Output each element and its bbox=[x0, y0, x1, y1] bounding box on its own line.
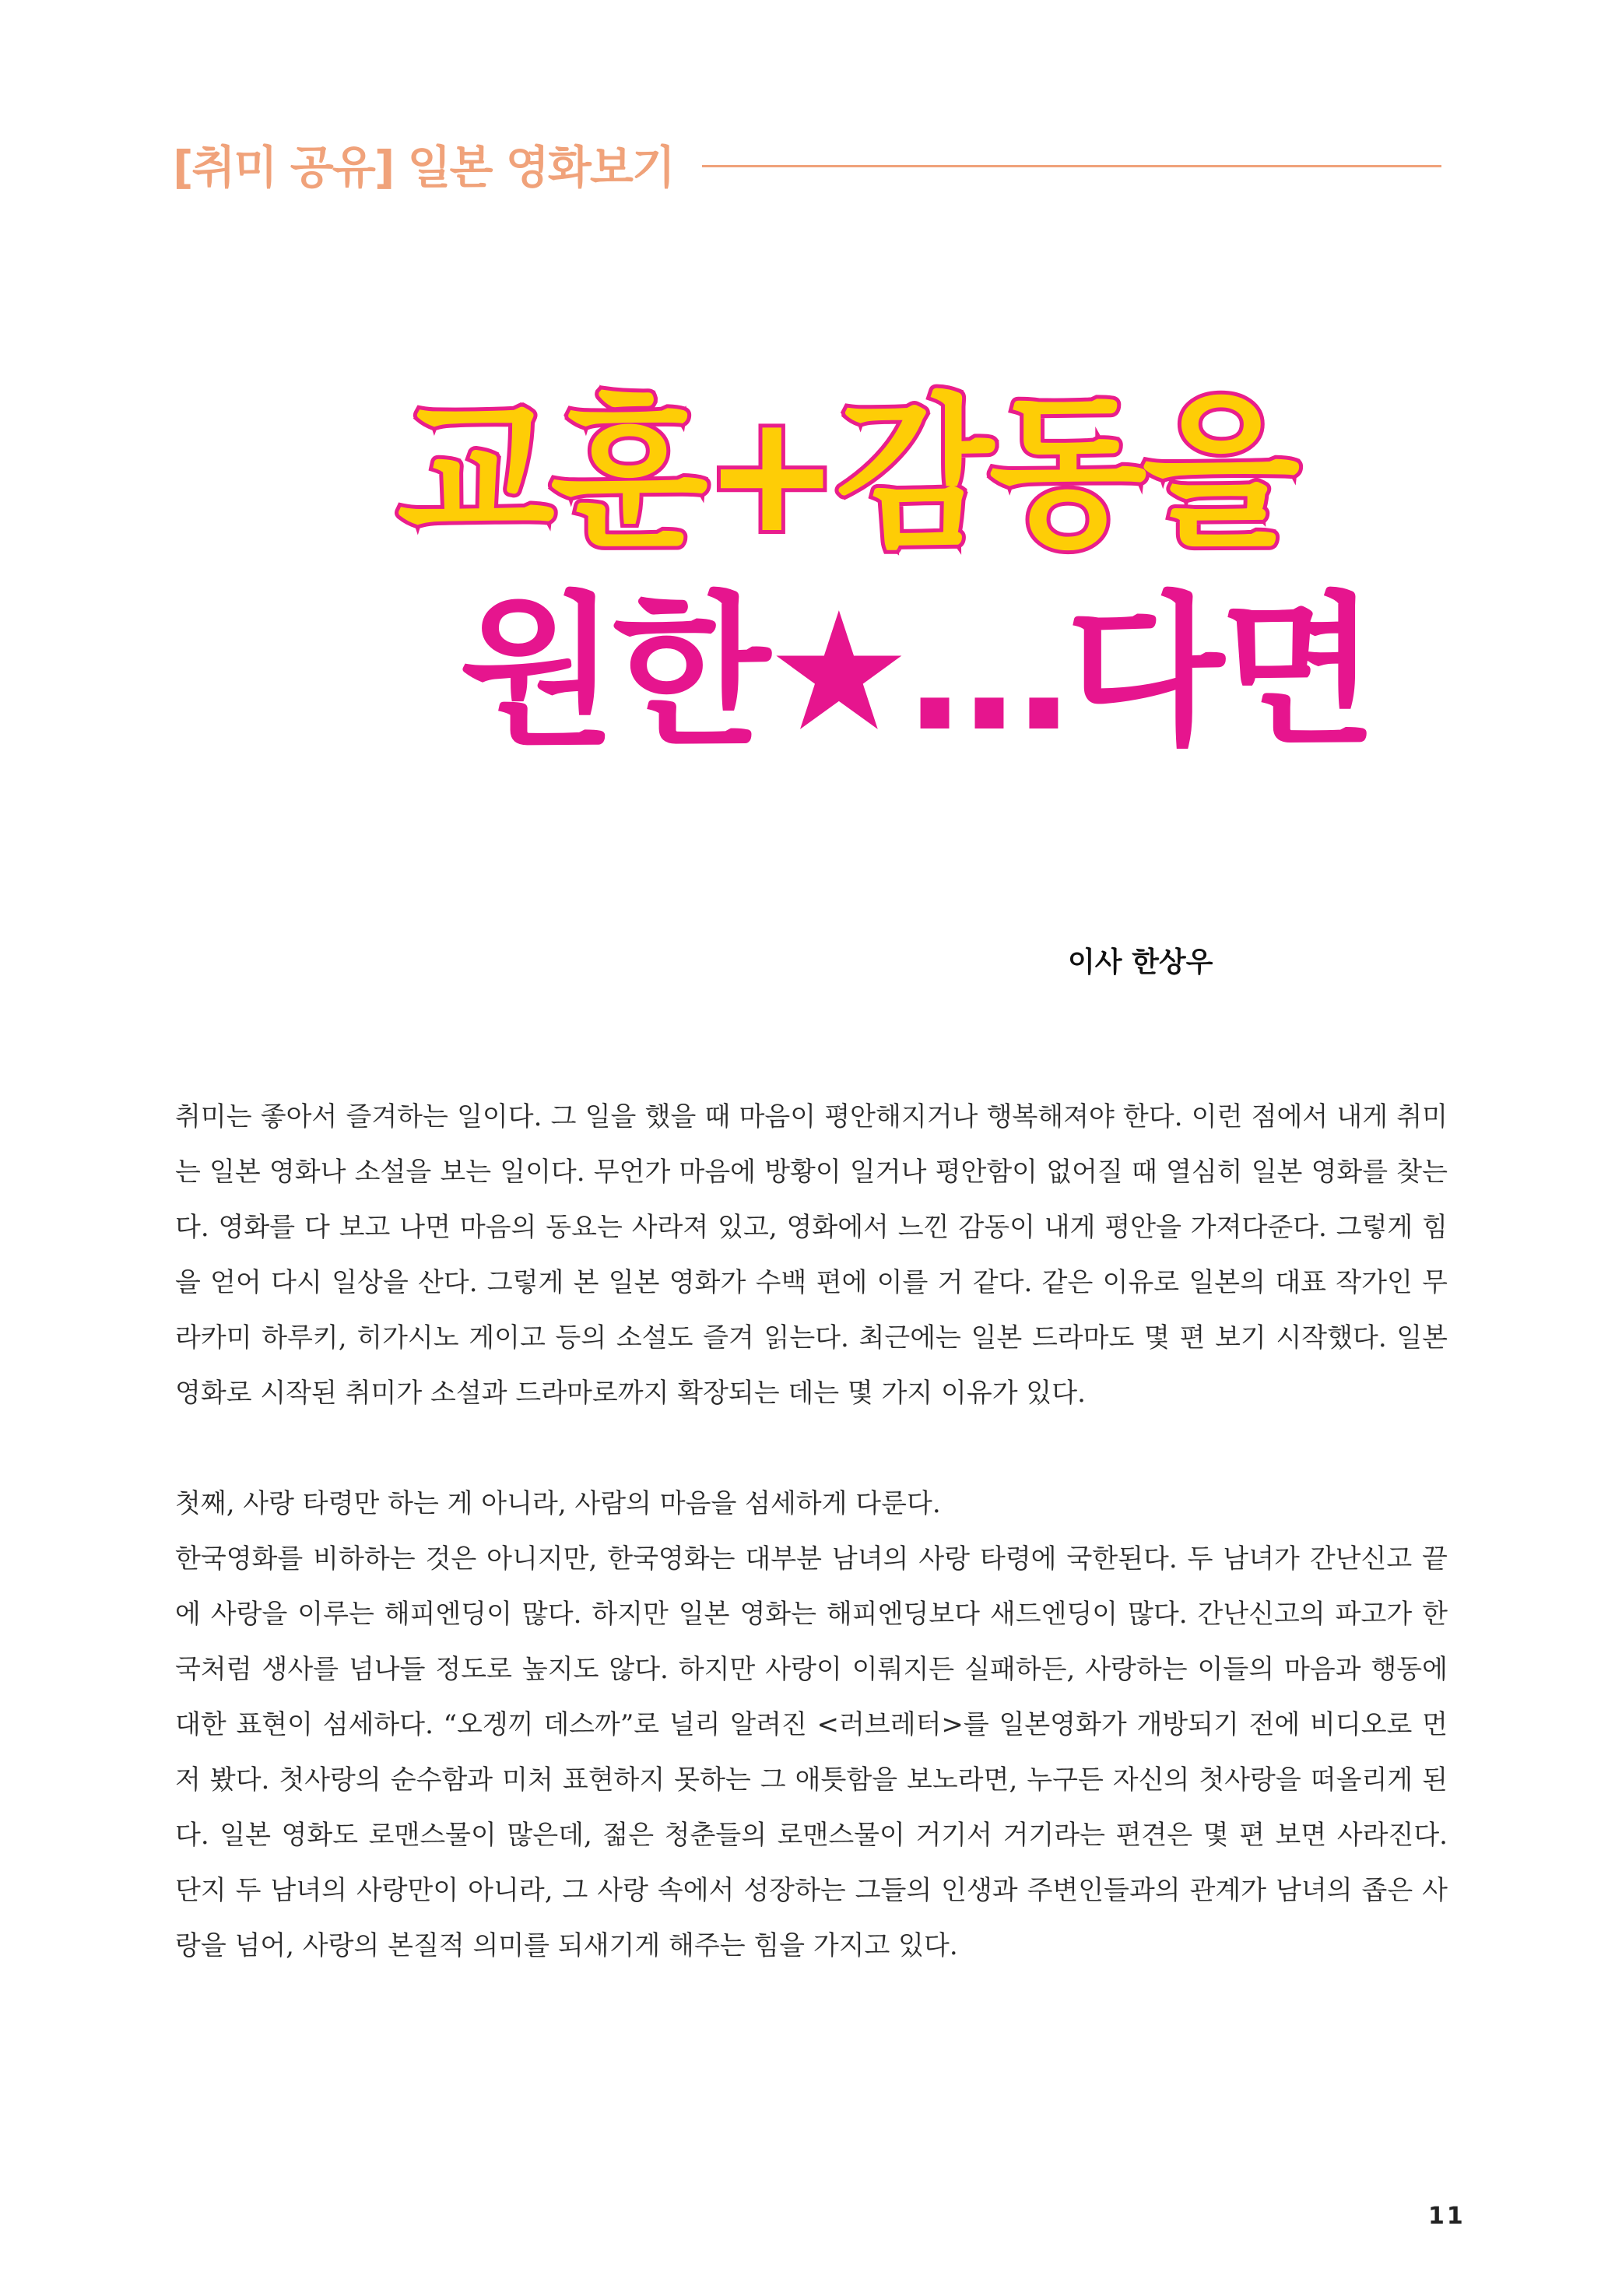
author-byline: 이사 한상우 bbox=[1068, 946, 1213, 978]
paragraph-body: 한국영화를 비하하는 것은 아니지만, 한국영화는 대부분 남녀의 사랑 타령에 국한된다. 두 남녀가 간난신고 끝에 사랑을 이루는 해피엔딩이 많다. 하지만 일본 영화는 해피엔딩보다 새드엔딩이 많다. 간난신고의 파고가 한국처럼 생사를 넘나들 정도로 높지도 않다. 하지만 사랑이 이뤄지든 실패하든, 사랑하는 이들의 마음과 행동에 대한 표현이 섬세하다. “오겡끼 데스까”로 널리 알려진 <러브레터>를 일본영화가 개방되기 전에 비디오로 먼저 봤다. 첫사랑의 순수함과 미처 표현하지 못하는 그 애틋함을 보노라면, 누구든 자신의 첫사랑을 떠올리게 된다. 일본 영화도 로맨스물이 많은데, 젊은 청춘들의 로맨스물이 거기서 거기라는 편견은 몇 편 보면 사라진다. 단지 두 남녀의 사랑만이 아니라, 그 사랑 속에서 성장하는 그들의 인생과 주변인들과의 관계가 남녀의 좁은 사랑을 넘어, 사랑의 본질적 의미를 되새기게 해주는 힘을 가지고 있다. bbox=[175, 1543, 1448, 1961]
title-art bbox=[389, 342, 1373, 767]
title-line-1: 교훈+감동을 bbox=[397, 378, 1296, 569]
article-body bbox=[175, 1090, 1448, 1974]
paragraph-subheading: 첫째, 사랑 타령만 하는 게 아니라, 사람의 마음을 섬세하게 다룬다. bbox=[175, 1488, 941, 1519]
header-rule bbox=[702, 165, 1441, 167]
page-number: 11 bbox=[1428, 2203, 1466, 2230]
paragraph-intro: 취미는 좋아서 즐겨하는 일이다. 그 일을 했을 때 마음이 평안해지거나 행복해져야 한다. 이런 점에서 내게 취미는 일본 영화나 소설을 보는 일이다. 무언가 마음에 방황이 일거나 평안함이 없어질 때 열심히 일본 영화를 찾는다. 영화를 다 보고 나면 마음의 동요는 사라져 있고, 영화에서 느낀 감동이 내게 평안을 가져다준다. 그렇게 힘을 얻어 다시 일상을 산다. 그렇게 본 일본 영화가 수백 편에 이를 거 같다. 같은 이유로 일본의 대표 작가인 무라카미 하루키, 히가시노 게이고 등의 소설도 즐겨 읽는다. 최근에는 일본 드라마도 몇 편 보기 시작했다. 일본 영화로 시작된 취미가 소설과 드라마로까지 확장되는 데는 몇 가지 이유가 있다. bbox=[175, 1101, 1448, 1409]
section-title: [취미 공유] 일본 영화보기 bbox=[173, 141, 674, 194]
title-line-2: 원한★…다면 bbox=[459, 577, 1373, 767]
section-header bbox=[173, 125, 1441, 195]
